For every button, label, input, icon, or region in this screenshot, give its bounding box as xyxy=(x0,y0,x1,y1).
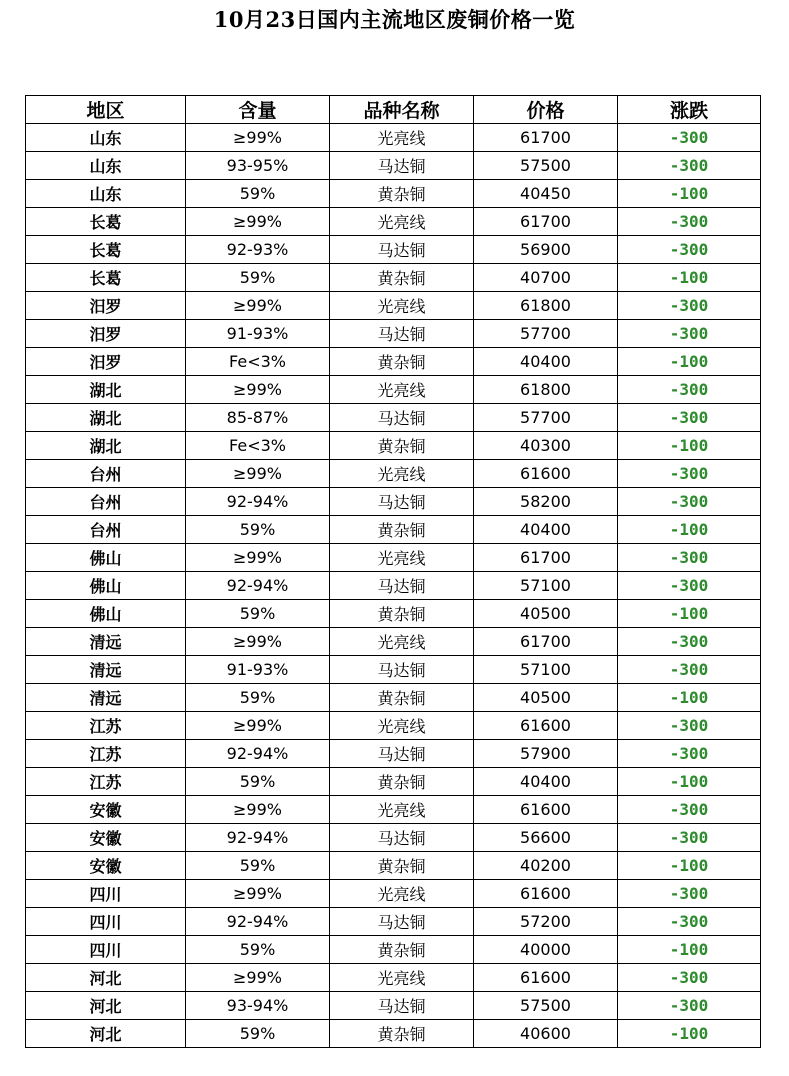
variety-cell: 光亮线 xyxy=(330,376,474,404)
variety-cell: 马达铜 xyxy=(330,992,474,1020)
region-cell: 山东 xyxy=(26,180,186,208)
content-cell: Fe<3% xyxy=(186,432,330,460)
table-header-row xyxy=(26,96,761,124)
table-row xyxy=(26,572,761,600)
content-cell: ≥99% xyxy=(186,376,330,404)
region-cell: 台州 xyxy=(26,488,186,516)
variety-cell: 光亮线 xyxy=(330,964,474,992)
change-cell: -300 xyxy=(618,460,761,488)
price-cell: 56900 xyxy=(474,236,618,264)
change-cell: -300 xyxy=(618,488,761,516)
price-cell: 56600 xyxy=(474,824,618,852)
variety-cell: 黄杂铜 xyxy=(330,936,474,964)
table-row xyxy=(26,376,761,404)
content-cell: 59% xyxy=(186,264,330,292)
variety-cell: 黄杂铜 xyxy=(330,852,474,880)
price-cell: 57700 xyxy=(474,404,618,432)
content-cell: ≥99% xyxy=(186,124,330,152)
variety-cell: 光亮线 xyxy=(330,460,474,488)
content-cell: 92-94% xyxy=(186,488,330,516)
price-cell: 61600 xyxy=(474,880,618,908)
region-cell: 长葛 xyxy=(26,264,186,292)
region-cell: 安徽 xyxy=(26,796,186,824)
content-cell: 92-94% xyxy=(186,572,330,600)
change-cell: -100 xyxy=(618,600,761,628)
variety-cell: 光亮线 xyxy=(330,544,474,572)
content-cell: 59% xyxy=(186,516,330,544)
change-cell: -300 xyxy=(618,880,761,908)
variety-cell: 马达铜 xyxy=(330,236,474,264)
table-row xyxy=(26,460,761,488)
region-cell: 河北 xyxy=(26,964,186,992)
page-title: 10月23日国内主流地区废铜价格一览 xyxy=(213,7,576,32)
variety-cell: 马达铜 xyxy=(330,656,474,684)
price-cell: 61600 xyxy=(474,460,618,488)
variety-cell: 马达铜 xyxy=(330,404,474,432)
change-cell: -100 xyxy=(618,180,761,208)
region-cell: 山东 xyxy=(26,124,186,152)
change-cell: -300 xyxy=(618,572,761,600)
region-cell: 四川 xyxy=(26,936,186,964)
variety-cell: 马达铜 xyxy=(330,488,474,516)
table-row xyxy=(26,880,761,908)
content-cell: Fe<3% xyxy=(186,348,330,376)
price-cell: 40500 xyxy=(474,684,618,712)
price-cell: 57200 xyxy=(474,908,618,936)
change-cell: -100 xyxy=(618,684,761,712)
variety-cell: 黄杂铜 xyxy=(330,684,474,712)
change-cell: -100 xyxy=(618,264,761,292)
table-row xyxy=(26,908,761,936)
table-row xyxy=(26,152,761,180)
table-row xyxy=(26,236,761,264)
table-row xyxy=(26,208,761,236)
change-cell: -300 xyxy=(618,124,761,152)
change-cell: -100 xyxy=(618,768,761,796)
region-cell: 清远 xyxy=(26,628,186,656)
price-cell: 57100 xyxy=(474,572,618,600)
change-cell: -300 xyxy=(618,320,761,348)
price-cell: 40200 xyxy=(474,852,618,880)
region-cell: 河北 xyxy=(26,1020,186,1048)
change-cell: -300 xyxy=(618,656,761,684)
region-cell: 湖北 xyxy=(26,404,186,432)
variety-cell: 黄杂铜 xyxy=(330,516,474,544)
table-row xyxy=(26,124,761,152)
content-cell: ≥99% xyxy=(186,460,330,488)
change-cell: -300 xyxy=(618,908,761,936)
region-cell: 台州 xyxy=(26,460,186,488)
variety-cell: 马达铜 xyxy=(330,152,474,180)
region-cell: 湖北 xyxy=(26,376,186,404)
region-cell: 清远 xyxy=(26,684,186,712)
table-row xyxy=(26,348,761,376)
region-cell: 清远 xyxy=(26,656,186,684)
variety-cell: 黄杂铜 xyxy=(330,180,474,208)
content-cell: 59% xyxy=(186,768,330,796)
region-cell: 江苏 xyxy=(26,712,186,740)
change-cell: -300 xyxy=(618,628,761,656)
region-cell: 佛山 xyxy=(26,572,186,600)
content-cell: ≥99% xyxy=(186,712,330,740)
content-cell: 59% xyxy=(186,852,330,880)
content-cell: ≥99% xyxy=(186,796,330,824)
variety-cell: 光亮线 xyxy=(330,880,474,908)
region-cell: 江苏 xyxy=(26,768,186,796)
variety-cell: 黄杂铜 xyxy=(330,348,474,376)
change-cell: -300 xyxy=(618,208,761,236)
change-cell: -300 xyxy=(618,376,761,404)
price-cell: 57100 xyxy=(474,656,618,684)
price-cell: 40400 xyxy=(474,516,618,544)
header-content: 含量 xyxy=(186,96,330,124)
change-cell: -300 xyxy=(618,292,761,320)
price-cell: 40500 xyxy=(474,600,618,628)
price-cell: 57500 xyxy=(474,992,618,1020)
change-cell: -300 xyxy=(618,152,761,180)
table-row xyxy=(26,992,761,1020)
table-row xyxy=(26,544,761,572)
change-cell: -100 xyxy=(618,432,761,460)
variety-cell: 马达铜 xyxy=(330,908,474,936)
region-cell: 安徽 xyxy=(26,824,186,852)
price-cell: 61600 xyxy=(474,796,618,824)
table-row xyxy=(26,740,761,768)
price-cell: 61700 xyxy=(474,544,618,572)
content-cell: 59% xyxy=(186,180,330,208)
price-cell: 61800 xyxy=(474,292,618,320)
content-cell: 59% xyxy=(186,600,330,628)
table-row xyxy=(26,628,761,656)
table-row xyxy=(26,768,761,796)
region-cell: 佛山 xyxy=(26,600,186,628)
table-body xyxy=(26,124,761,1048)
table-row xyxy=(26,488,761,516)
content-cell: 59% xyxy=(186,684,330,712)
table-row xyxy=(26,656,761,684)
price-cell: 57900 xyxy=(474,740,618,768)
variety-cell: 黄杂铜 xyxy=(330,1020,474,1048)
price-cell: 57700 xyxy=(474,320,618,348)
region-cell: 佛山 xyxy=(26,544,186,572)
change-cell: -100 xyxy=(618,936,761,964)
change-cell: -300 xyxy=(618,544,761,572)
content-cell: ≥99% xyxy=(186,964,330,992)
content-cell: 85-87% xyxy=(186,404,330,432)
content-cell: ≥99% xyxy=(186,292,330,320)
price-cell: 61700 xyxy=(474,208,618,236)
region-cell: 长葛 xyxy=(26,236,186,264)
header-variety: 品种名称 xyxy=(330,96,474,124)
change-cell: -300 xyxy=(618,740,761,768)
price-cell: 61600 xyxy=(474,712,618,740)
price-cell: 40600 xyxy=(474,1020,618,1048)
table-row xyxy=(26,796,761,824)
price-cell: 61700 xyxy=(474,124,618,152)
price-cell: 40400 xyxy=(474,348,618,376)
table-row xyxy=(26,684,761,712)
region-cell: 汨罗 xyxy=(26,292,186,320)
change-cell: -100 xyxy=(618,348,761,376)
content-cell: ≥99% xyxy=(186,544,330,572)
content-cell: 91-93% xyxy=(186,656,330,684)
content-cell: 59% xyxy=(186,1020,330,1048)
header-region: 地区 xyxy=(26,96,186,124)
price-cell: 40450 xyxy=(474,180,618,208)
header-change: 涨跌 xyxy=(618,96,761,124)
region-cell: 江苏 xyxy=(26,740,186,768)
variety-cell: 黄杂铜 xyxy=(330,600,474,628)
table-row xyxy=(26,516,761,544)
variety-cell: 黄杂铜 xyxy=(330,432,474,460)
content-cell: 92-94% xyxy=(186,740,330,768)
table-row xyxy=(26,404,761,432)
table-row xyxy=(26,320,761,348)
variety-cell: 光亮线 xyxy=(330,628,474,656)
table-row xyxy=(26,936,761,964)
price-cell: 61700 xyxy=(474,628,618,656)
content-cell: 91-93% xyxy=(186,320,330,348)
content-cell: 92-94% xyxy=(186,824,330,852)
table-row xyxy=(26,292,761,320)
change-cell: -300 xyxy=(618,236,761,264)
change-cell: -300 xyxy=(618,824,761,852)
table-row xyxy=(26,432,761,460)
price-cell: 40700 xyxy=(474,264,618,292)
region-cell: 四川 xyxy=(26,880,186,908)
header-price: 价格 xyxy=(474,96,618,124)
change-cell: -300 xyxy=(618,404,761,432)
price-table xyxy=(25,95,761,1048)
region-cell: 长葛 xyxy=(26,208,186,236)
variety-cell: 光亮线 xyxy=(330,124,474,152)
price-cell: 40000 xyxy=(474,936,618,964)
table-row xyxy=(26,1020,761,1048)
content-cell: 59% xyxy=(186,936,330,964)
variety-cell: 光亮线 xyxy=(330,796,474,824)
content-cell: 93-94% xyxy=(186,992,330,1020)
content-cell: 92-93% xyxy=(186,236,330,264)
table-row xyxy=(26,600,761,628)
price-cell: 40400 xyxy=(474,768,618,796)
region-cell: 湖北 xyxy=(26,432,186,460)
change-cell: -100 xyxy=(618,516,761,544)
change-cell: -100 xyxy=(618,1020,761,1048)
region-cell: 汨罗 xyxy=(26,320,186,348)
content-cell: 93-95% xyxy=(186,152,330,180)
variety-cell: 马达铜 xyxy=(330,740,474,768)
variety-cell: 黄杂铜 xyxy=(330,264,474,292)
table-row xyxy=(26,964,761,992)
variety-cell: 马达铜 xyxy=(330,572,474,600)
table-row xyxy=(26,712,761,740)
price-cell: 58200 xyxy=(474,488,618,516)
table-row xyxy=(26,264,761,292)
price-cell: 57500 xyxy=(474,152,618,180)
variety-cell: 黄杂铜 xyxy=(330,768,474,796)
variety-cell: 马达铜 xyxy=(330,320,474,348)
change-cell: -100 xyxy=(618,852,761,880)
region-cell: 河北 xyxy=(26,992,186,1020)
change-cell: -300 xyxy=(618,964,761,992)
region-cell: 汨罗 xyxy=(26,348,186,376)
change-cell: -300 xyxy=(618,796,761,824)
table-row xyxy=(26,852,761,880)
change-cell: -300 xyxy=(618,992,761,1020)
region-cell: 安徽 xyxy=(26,852,186,880)
price-cell: 61800 xyxy=(474,376,618,404)
content-cell: ≥99% xyxy=(186,628,330,656)
variety-cell: 光亮线 xyxy=(330,712,474,740)
region-cell: 山东 xyxy=(26,152,186,180)
table-row xyxy=(26,824,761,852)
change-cell: -300 xyxy=(618,712,761,740)
variety-cell: 光亮线 xyxy=(330,292,474,320)
content-cell: 92-94% xyxy=(186,908,330,936)
region-cell: 台州 xyxy=(26,516,186,544)
price-cell: 61600 xyxy=(474,964,618,992)
price-cell: 40300 xyxy=(474,432,618,460)
table-row xyxy=(26,180,761,208)
region-cell: 四川 xyxy=(26,908,186,936)
variety-cell: 光亮线 xyxy=(330,208,474,236)
variety-cell: 马达铜 xyxy=(330,824,474,852)
content-cell: ≥99% xyxy=(186,208,330,236)
content-cell: ≥99% xyxy=(186,880,330,908)
